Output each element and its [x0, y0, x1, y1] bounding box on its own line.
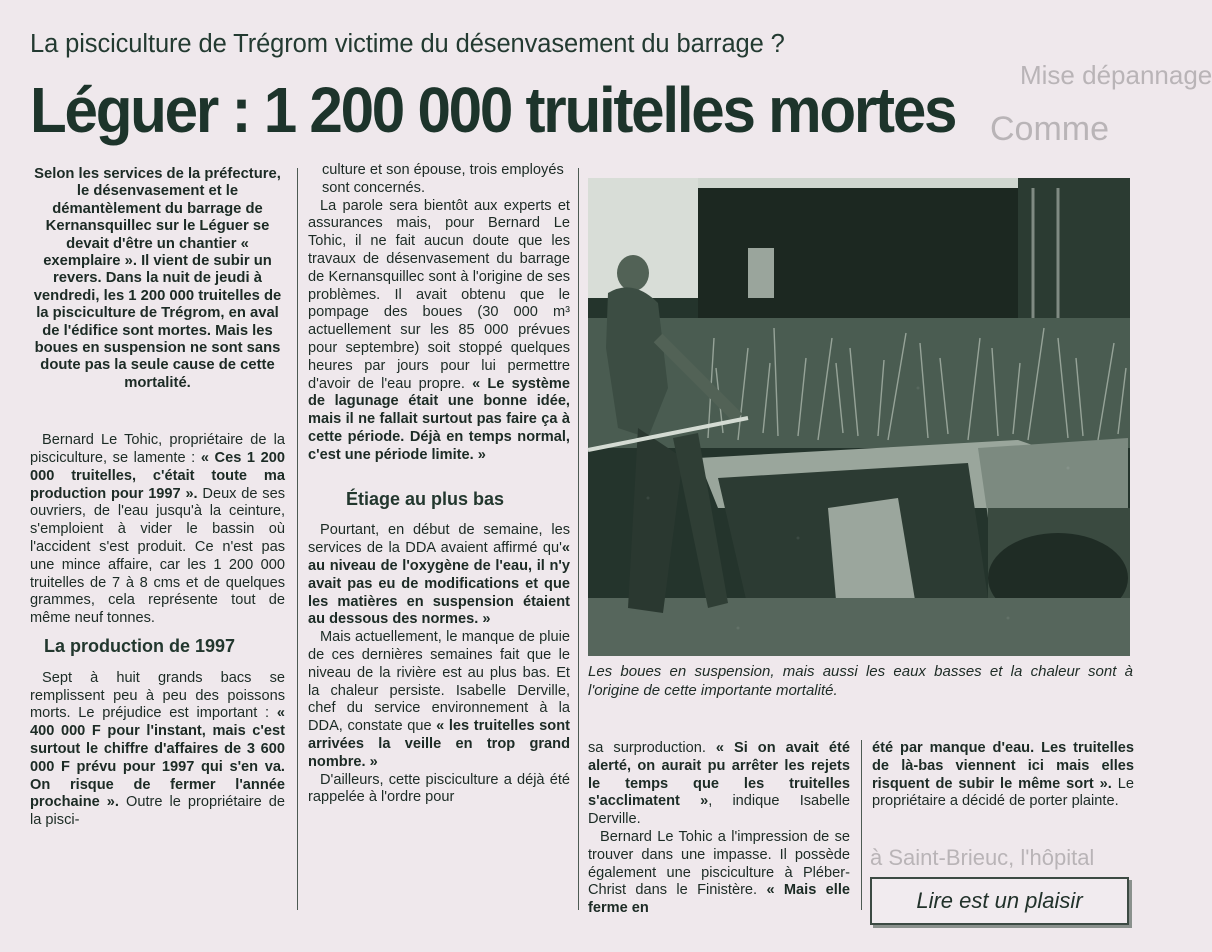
- body-paragraph: [308, 522, 570, 629]
- quote-text: « Ces 1 200 000 truitelles, c'était toute ma production pour 1997 ».: [30, 450, 285, 502]
- quote-text: « Le système de lagunage était une bonne idée, mais il ne fallait surtout pas faire ça à cette période. Déjà en temps normal, c'est une période limite. »: [308, 375, 570, 463]
- article-column-3: [588, 740, 850, 918]
- article-kicker: La pisciculture de Trégrom victime du désenvasement du barrage ?: [30, 30, 785, 58]
- body-text: sa surproduction.: [588, 740, 716, 756]
- bleed-through-text: Comme: [990, 110, 1110, 148]
- body-paragraph: D'ailleurs, cette pisciculture a déjà été rappelée à l'ordre pour: [308, 771, 570, 806]
- column-rule: [578, 168, 579, 910]
- body-paragraph: [30, 670, 285, 830]
- bleed-through-text: Mise dépannage: [1020, 60, 1212, 90]
- body-text: Deux de ses ouvriers, de l'eau jusqu'à la ceinture, s'emploient à vider le bassin où l'accident s'est produit. Ce n'est pas une mince affaire, car les 1 200 000 truitelles de 7 à 8 cms et de quelques grammes, cela représente tout de même neuf tonnes.: [30, 485, 285, 627]
- column-rule: [297, 168, 298, 910]
- body-paragraph: [588, 829, 850, 918]
- body-text: Bernard Le Tohic, propriétaire de la pisciculture, se lamente :: [30, 432, 285, 467]
- body-text: Outre le propriétaire de la pisci-: [30, 794, 285, 829]
- body-paragraph: [308, 198, 570, 465]
- body-text: La parole sera bientôt aux experts et assurances mais, pour Bernard Le Tohic, il ne fait aucun doute que les travaux de désenvasement du barrage de Kernansquillec sont à l'origine de ses problèmes. Il avait obtenu que le pompage des boues (30 000 m³ actuellement sur les 85 000 prévues pour septembre) soit stoppé quelques heures par jours pour lui permettre d'avoir de l'eau propre.: [308, 197, 570, 392]
- quote-text: « Si on avait été alerté, on aurait pu arrêter les rejets le temps que les truitelles s'acclimatent »: [588, 740, 850, 810]
- body-paragraph: [872, 740, 1134, 811]
- body-text: Le propriétaire a décidé de porter plainte.: [872, 775, 1134, 810]
- article-column-4: [872, 740, 1134, 811]
- body-text: Pourtant, en début de semaine, les services de la DDA avaient affirmé qu': [308, 522, 570, 557]
- column-rule: [861, 740, 862, 910]
- fish-farm-workers-photo: [588, 178, 1130, 656]
- body-paragraph: [588, 740, 850, 829]
- section-subhead: La production de 1997: [44, 636, 236, 657]
- body-text: Mais actuellement, le manque de pluie de ces dernières semaines fait que le niveau de la rivière est au plus bas. Et la chaleur persiste. Isabelle Derville, chef du service environnement à la DDA, constate que: [308, 629, 570, 735]
- body-paragraph: culture et son épouse, trois employés sont concernés.: [322, 162, 564, 196]
- body-text: Bernard Le Tohic a l'impression de se trouver dans une impasse. Il possède également une pisciculture à Pléber-Christ dans le Finistère.: [588, 828, 850, 899]
- promo-label: Lire est un plaisir: [916, 888, 1083, 913]
- body-text: Sept à huit grands bacs se remplissent peu à peu des poissons morts. Le préjudice est important :: [30, 669, 285, 722]
- quote-text: été par manque d'eau. Les truitelles de là-bas viennent ici mais elles risquent de subir le même sort ».: [872, 740, 1134, 792]
- quote-text: « les truitelles sont arrivées la veille en trop grand nombre. »: [308, 718, 570, 770]
- quote-text: « au niveau de l'oxygène de l'eau, il n'y avait pas eu de modifications et que les matières en suspension étaient au dessous des normes. »: [308, 540, 570, 628]
- article-column-2: [308, 162, 570, 807]
- photo-caption: Les boues en suspension, mais aussi les eaux basses et la chaleur sont à l'origine de cette importante mortalité.: [588, 663, 1133, 699]
- article-photo: [588, 178, 1130, 656]
- lead-paragraph: Selon les services de la préfecture, le désenvasement et le démantèlement du barrage de Kernansquillec sur le Léguer se devait d'être un chantier « exemplaire ». Il vient de subir un revers. Dans la nuit de jeudi à vendredi, les 1 200 000 truitelles de la pisciculture de Trégrom, en aval de l'édifice sont mortes. Mais les boues en suspension ne sont sans doute pas la seule cause de cette mortalité.: [33, 166, 282, 391]
- article-headline: Léguer : 1 200 000 truitelles mortes: [30, 74, 956, 146]
- body-paragraph: [30, 432, 285, 628]
- section-subhead: Étiage au plus bas: [346, 488, 505, 509]
- article-column-1: [30, 166, 285, 830]
- bleed-through-text: à Saint-Brieuc, l'hôpital: [870, 845, 1095, 870]
- promo-box: [870, 877, 1129, 925]
- quote-text: « Mais elle ferme en: [588, 882, 850, 917]
- body-paragraph: [308, 629, 570, 771]
- body-text: , indique Isabelle Derville.: [588, 793, 850, 828]
- quote-text: « 400 000 F pour l'instant, mais c'est surtout le chiffre d'affaires de 3 600 000 F prévu pour 1997 qui s'en va. On risque de fermer l'année prochaine ».: [30, 705, 285, 811]
